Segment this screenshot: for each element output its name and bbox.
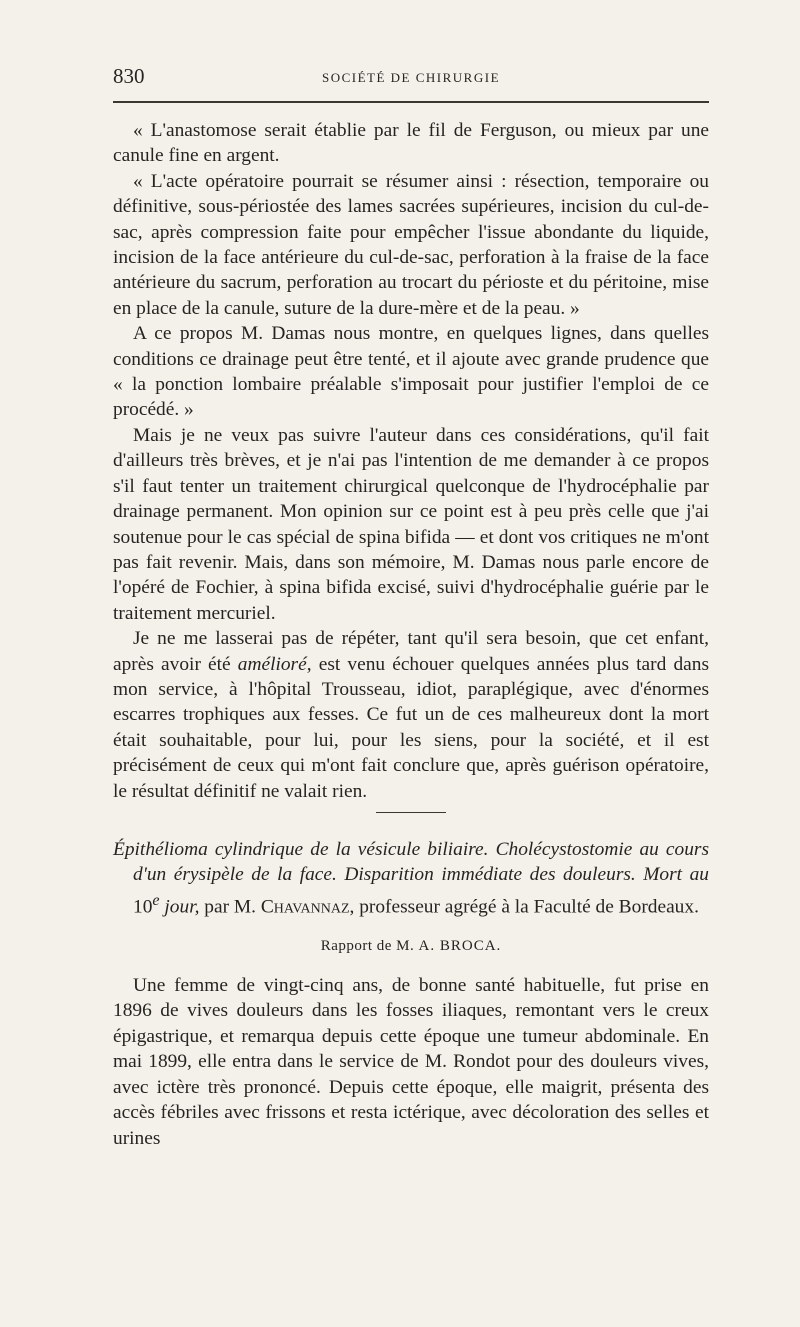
- article-title-sup: e: [152, 891, 160, 909]
- author-name: Chavannaz: [260, 896, 350, 918]
- page-header: [113, 64, 709, 94]
- header-rule: [113, 101, 709, 103]
- paragraph-5-start: Je ne me lasserai pas de répéter, tant qu'il sera besoin, que cet enfant, après avoir été: [113, 628, 709, 675]
- paragraph-5-italic: amélioré: [237, 653, 307, 675]
- case-paragraph: Une femme de vingt-cinq ans, de bonne santé habituelle, fut prise en 1896 de vives douleurs dans les fosses iliaques, remontant vers le creux épigastrique, et remarqua depuis cette époque une tumeur abdominale. En mai 1899, elle entra dans le service de M. Rondot pour des douleurs vives, avec ictère très prononcé. Depuis cette époque, elle maigrit, présenta des accès fébriles avec frissons et resta ictérique, avec décoloration des selles et urines: [113, 975, 709, 1149]
- article-title: [113, 837, 709, 920]
- paragraph-5: [113, 626, 709, 804]
- section-separator: [376, 812, 446, 813]
- article-title-end: jour,: [159, 896, 200, 918]
- article-title-italic: Épithélioma cylindrique de la vésicule biliaire. Cholécystostomie au cours d'un érysipèle de la face. Disparition immédiate des douleurs. Mort au: [113, 838, 709, 886]
- report-line: [113, 934, 709, 959]
- body-text: [113, 118, 709, 1151]
- paragraph-1: « L'anastomose serait établie par le fil de Ferguson, ou mieux par une canule fine en argent.: [113, 120, 709, 167]
- running-head: SOCIÉTÉ DE CHIRURGIE: [321, 70, 501, 85]
- paragraph-3: A ce propos M. Damas nous montre, en quelques lignes, dans quelles conditions ce drainage peut être tenté, et il ajoute avec grande prudence que « la ponction lombaire préalable s'imposait pour justifier l'emploi de ce procédé. »: [113, 323, 709, 421]
- author-affiliation: , professeur agrégé à la Faculté de Bordeaux.: [349, 896, 699, 918]
- paragraph-4: Mais je ne veux pas suivre l'auteur dans ces considérations, qu'il fait d'ailleurs très brèves, et je n'ai pas l'intention de me demander à ce propos s'il faut tenter un traitement chirurgical quelconque de l'hydrocéphalie par drainage permanent. Mon opinion sur ce point est à peu près celle que j'ai soutenue pour le cas spécial de spina bifida — et dont vos critiques ne m'ont pas fait revenir. Mais, dans son mémoire, M. Damas nous parle encore de l'opéré de Fochier, à spina bifida excisé, suivi d'hydrocéphalie guérie par le traitement mercuriel.: [113, 424, 709, 624]
- paragraph-5-end: , est venu échouer quelques années plus tard dans mon service, à l'hôpital Trousseau, idiot, paraplégique, avec d'énormes escarres trophiques aux fesses. Ce fut un de ces malheureux dont la mort était souhaitable, pour lui, pour les siens, pour la société, et il est précisément de ceux qui m'ont fait conclure que, après guérison opératoire, le résultat définitif ne valait rien.: [113, 653, 709, 802]
- paragraph-2: « L'acte opératoire pourrait se résumer ainsi : résection, temporaire ou définitive, sous-périostée des lames sacrées supérieures, incision du cul-de-sac, après compression faite pour empêcher l'issue abondante du liquide, incision de la face antérieure du cul-de-sac, perforation à la fraise de la face antérieure du sacrum, perforation au trocart du périoste et du péritoine, mise en place de la canule, suture de la dure-mère et de la peau. »: [113, 170, 709, 319]
- report-prefix: Rapport de M.: [320, 937, 419, 954]
- author-prefix: par M.: [199, 896, 261, 918]
- page-number: 830: [113, 64, 145, 88]
- report-author: A. BROCA.: [418, 937, 502, 954]
- article-title-day: 10: [133, 896, 153, 918]
